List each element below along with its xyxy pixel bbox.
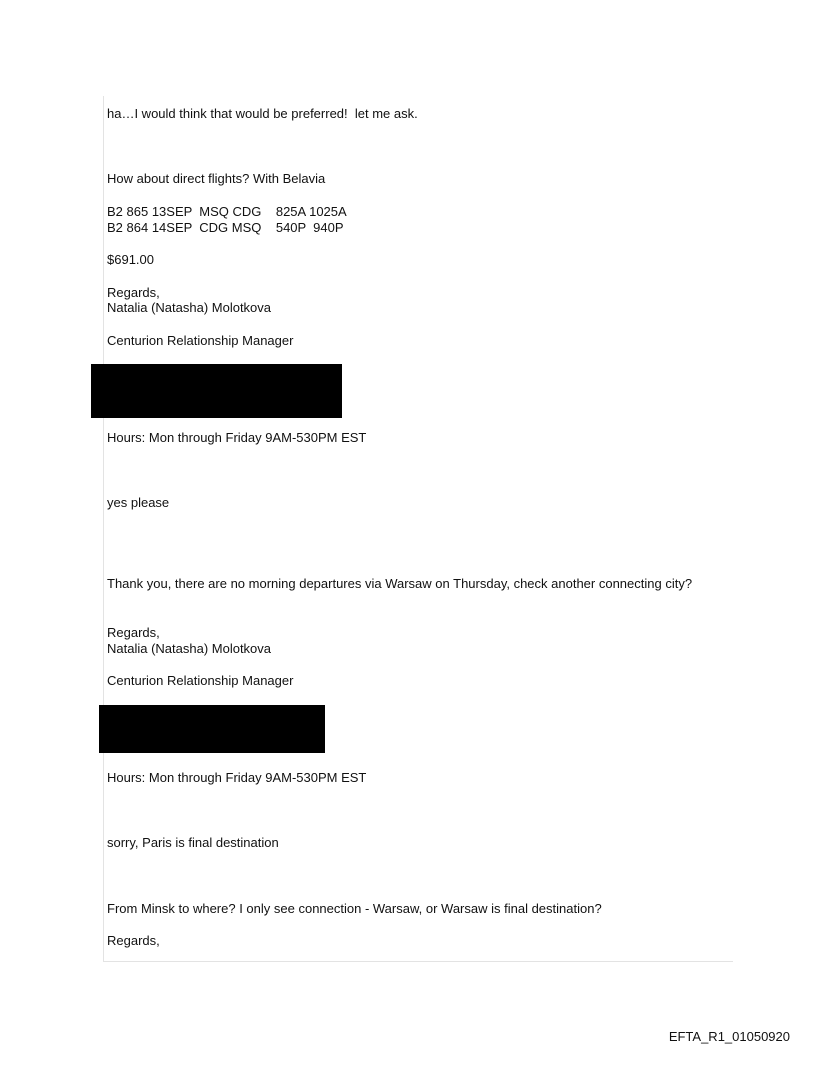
quote-border-bottom (103, 961, 733, 962)
regards-text: Regards, (107, 285, 160, 300)
message-text: ha…I would think that would be preferred! let me ask. (107, 106, 418, 121)
document-id: EFTA_R1_01050920 (668, 1029, 790, 1044)
regards-text: Regards, (107, 933, 160, 948)
hours-text: Hours: Mon through Friday 9AM-530PM EST (107, 430, 367, 445)
flight-line: B2 865 13SEP MSQ CDG 825A 1025A (107, 204, 347, 219)
signer-name: Natalia (Natasha) Molotkova (107, 641, 272, 656)
redaction-box (91, 364, 342, 418)
message-intro: How about direct flights? With Belavia (107, 171, 326, 186)
signer-name: Natalia (Natasha) Molotkova (107, 300, 272, 315)
message-text: yes please (107, 495, 170, 510)
message-text: sorry, Paris is final destination (107, 835, 279, 850)
message-body: Thank you, there are no morning departures via Warsaw on Thursday, check another connecting city? (107, 576, 693, 591)
flight-line: B2 864 14SEP CDG MSQ 540P 940P (107, 220, 344, 235)
signer-role: Centurion Relationship Manager (107, 673, 294, 688)
regards-text: Regards, (107, 625, 160, 640)
redaction-box (99, 705, 325, 753)
message-body: From Minsk to where? I only see connection - Warsaw, or Warsaw is final destination? (107, 901, 602, 916)
hours-text: Hours: Mon through Friday 9AM-530PM EST (107, 770, 367, 785)
quote-border-left (103, 96, 104, 962)
signer-role: Centurion Relationship Manager (107, 333, 294, 348)
price-text: $691.00 (107, 252, 154, 267)
